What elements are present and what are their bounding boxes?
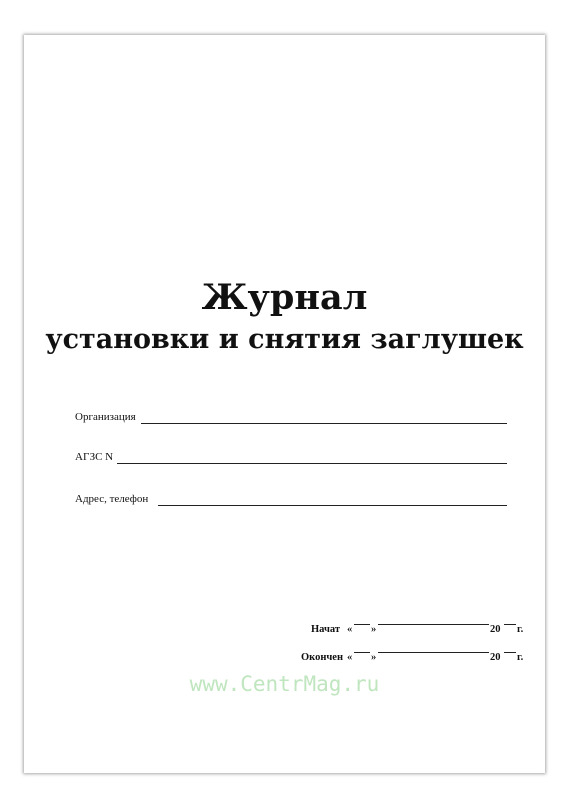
started-quote-close: » (371, 624, 377, 635)
station-field (75, 448, 507, 464)
started-date-row (311, 624, 531, 638)
ended-quote-open: « (347, 652, 353, 663)
watermark: www.CentrMag.ru (189, 672, 380, 696)
started-label: Начат (311, 624, 341, 635)
ended-year-suffix: г. (517, 652, 524, 663)
organization-label: Организация (75, 411, 136, 423)
station-line (117, 463, 507, 464)
document-subtitle: установки и снятия заглушек (45, 324, 524, 355)
ended-year-line (504, 652, 516, 653)
started-year-prefix: 20 (490, 624, 501, 635)
ended-month-line (378, 652, 489, 653)
ended-quote-close: » (371, 652, 377, 663)
ended-year-prefix: 20 (490, 652, 501, 663)
ended-date-row (301, 652, 531, 666)
address-field (75, 490, 507, 506)
address-line (158, 505, 507, 506)
started-month-line (378, 624, 489, 625)
started-quote-open: « (347, 624, 353, 635)
ended-day-line (354, 652, 370, 653)
organization-line (141, 423, 507, 424)
started-year-line (504, 624, 516, 625)
address-label: Адрес, телефон (75, 493, 149, 505)
started-year-suffix: г. (517, 624, 524, 635)
station-label: АГЗС N (75, 451, 114, 463)
document-title: Журнал (201, 277, 368, 318)
ended-label: Окончен (301, 652, 344, 663)
started-day-line (354, 624, 370, 625)
organization-field (75, 408, 507, 424)
